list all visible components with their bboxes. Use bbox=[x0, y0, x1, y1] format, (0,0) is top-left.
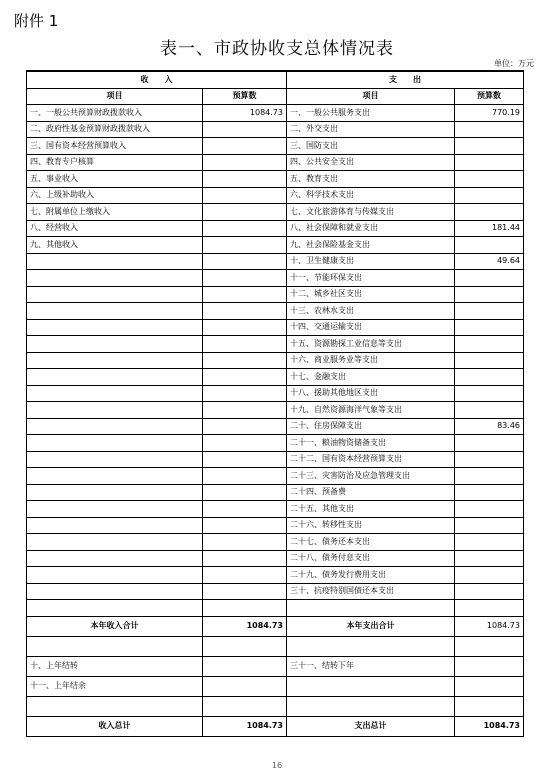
blank-cell bbox=[203, 636, 287, 656]
income-item bbox=[27, 451, 203, 468]
expense-value bbox=[455, 517, 524, 534]
year-total-row bbox=[27, 616, 524, 636]
expense-value bbox=[455, 270, 524, 287]
income-item bbox=[27, 583, 203, 600]
income-value bbox=[203, 352, 287, 369]
table-row bbox=[27, 385, 524, 402]
expense-value bbox=[455, 484, 524, 501]
income-item: 五、事业收入 bbox=[27, 171, 203, 188]
income-item: 十一、上年结余 bbox=[27, 676, 203, 696]
income-value bbox=[203, 286, 287, 303]
blank-row bbox=[27, 696, 524, 716]
expense-item: 十三、农林水支出 bbox=[287, 303, 455, 320]
expense-value bbox=[455, 583, 524, 600]
blank-row bbox=[27, 600, 524, 617]
table-row bbox=[27, 138, 524, 155]
table-row bbox=[27, 237, 524, 254]
expense-value bbox=[455, 187, 524, 204]
blank-cell bbox=[455, 636, 524, 656]
blank-cell bbox=[287, 636, 455, 656]
table-row bbox=[27, 352, 524, 369]
blank-cell bbox=[455, 600, 524, 617]
blank-cell bbox=[287, 696, 455, 716]
income-value bbox=[203, 220, 287, 237]
expense-value bbox=[455, 501, 524, 518]
income-value bbox=[203, 567, 287, 584]
income-item bbox=[27, 270, 203, 287]
expense-item: 三十、抗疫特别国债还本支出 bbox=[287, 583, 455, 600]
table-row bbox=[27, 517, 524, 534]
expense-value bbox=[455, 369, 524, 386]
income-grand-total-value: 1084.73 bbox=[203, 716, 287, 736]
table-row bbox=[27, 567, 524, 584]
table-row bbox=[27, 220, 524, 237]
income-item bbox=[27, 418, 203, 435]
table-row bbox=[27, 369, 524, 386]
expense-value: 181.44 bbox=[455, 220, 524, 237]
income-value bbox=[203, 121, 287, 138]
income-item bbox=[27, 369, 203, 386]
blank-cell bbox=[203, 696, 287, 716]
income-item: 六、上级补助收入 bbox=[27, 187, 203, 204]
carry-row bbox=[27, 656, 524, 676]
income-value bbox=[203, 583, 287, 600]
expense-group-header: 支 出 bbox=[287, 71, 524, 88]
blank-cell bbox=[27, 696, 203, 716]
expense-total-value: 1084.73 bbox=[455, 616, 524, 636]
expense-item-header: 项目 bbox=[287, 88, 455, 105]
income-grand-total-label: 收入总计 bbox=[27, 716, 203, 736]
table-row bbox=[27, 451, 524, 468]
expense-item: 二、外交支出 bbox=[287, 121, 455, 138]
expense-value bbox=[455, 676, 524, 696]
expense-item: 六、科学技术支出 bbox=[287, 187, 455, 204]
income-item bbox=[27, 336, 203, 353]
table-row bbox=[27, 154, 524, 171]
income-item: 四、教育专户核算 bbox=[27, 154, 203, 171]
expense-total-label: 本年支出合计 bbox=[287, 616, 455, 636]
expense-value bbox=[455, 303, 524, 320]
income-item: 三、国有资本经营预算收入 bbox=[27, 138, 203, 155]
income-item: 七、附属单位上缴收入 bbox=[27, 204, 203, 221]
expense-value bbox=[455, 534, 524, 551]
attachment-label: 附件 1 bbox=[14, 12, 59, 30]
income-item-header: 项目 bbox=[27, 88, 203, 105]
table-row bbox=[27, 534, 524, 551]
income-item: 一、一般公共预算财政拨款收入 bbox=[27, 105, 203, 122]
expense-item: 四、公共安全支出 bbox=[287, 154, 455, 171]
blank-cell bbox=[27, 636, 203, 656]
expense-item: 五、教育支出 bbox=[287, 171, 455, 188]
income-value bbox=[203, 435, 287, 452]
expense-item: 二十一、粮油物资储备支出 bbox=[287, 435, 455, 452]
income-total-label: 本年收入合计 bbox=[27, 616, 203, 636]
expense-value bbox=[455, 237, 524, 254]
table-row bbox=[27, 468, 524, 485]
table-row bbox=[27, 303, 524, 320]
income-item bbox=[27, 435, 203, 452]
income-item bbox=[27, 319, 203, 336]
table-row bbox=[27, 270, 524, 287]
income-item bbox=[27, 468, 203, 485]
expense-item: 二十二、国有资本经营预算支出 bbox=[287, 451, 455, 468]
page-title: 表一、市政协收支总体情况表 bbox=[160, 39, 394, 59]
expense-item: 二十四、预备费 bbox=[287, 484, 455, 501]
expense-item: 十一、节能环保支出 bbox=[287, 270, 455, 287]
expense-item: 十八、援助其他地区支出 bbox=[287, 385, 455, 402]
table-row bbox=[27, 418, 524, 435]
expense-value bbox=[455, 319, 524, 336]
expense-item: 二十三、灾害防治及应急管理支出 bbox=[287, 468, 455, 485]
expense-item: 九、社会保险基金支出 bbox=[287, 237, 455, 254]
grand-total-row bbox=[27, 716, 524, 736]
blank-row bbox=[27, 636, 524, 656]
expense-value: 49.64 bbox=[455, 253, 524, 270]
blank-cell bbox=[27, 600, 203, 617]
expense-item: 七、文化旅游体育与传媒支出 bbox=[287, 204, 455, 221]
table-row bbox=[27, 204, 524, 221]
expense-item: 二十五、其他支出 bbox=[287, 501, 455, 518]
expense-value bbox=[455, 385, 524, 402]
income-item bbox=[27, 253, 203, 270]
budget-table bbox=[26, 70, 524, 737]
expense-grand-total-value: 1084.73 bbox=[455, 716, 524, 736]
expense-item: 二十、住房保障支出 bbox=[287, 418, 455, 435]
income-item bbox=[27, 534, 203, 551]
carry-row bbox=[27, 676, 524, 696]
expense-value bbox=[455, 550, 524, 567]
expense-item: 十九、自然资源海洋气象等支出 bbox=[287, 402, 455, 419]
table-row bbox=[27, 402, 524, 419]
income-value bbox=[203, 138, 287, 155]
table-row bbox=[27, 171, 524, 188]
expense-item: 十四、交通运输支出 bbox=[287, 319, 455, 336]
expense-value bbox=[455, 154, 524, 171]
expense-item: 十五、资源勘探工业信息等支出 bbox=[287, 336, 455, 353]
income-item bbox=[27, 385, 203, 402]
blank-cell bbox=[455, 696, 524, 716]
table-row bbox=[27, 319, 524, 336]
expense-item: 十六、商业服务业等支出 bbox=[287, 352, 455, 369]
expense-value bbox=[455, 286, 524, 303]
income-group-header: 收 入 bbox=[27, 71, 287, 88]
income-value bbox=[203, 676, 287, 696]
expense-item: 二十八、债务付息支出 bbox=[287, 550, 455, 567]
expense-item: 十、卫生健康支出 bbox=[287, 253, 455, 270]
income-value bbox=[203, 303, 287, 320]
expense-value bbox=[455, 656, 524, 676]
income-value bbox=[203, 270, 287, 287]
income-value bbox=[203, 204, 287, 221]
table-row bbox=[27, 435, 524, 452]
expense-item: 二十七、债务还本支出 bbox=[287, 534, 455, 551]
blank-cell bbox=[203, 600, 287, 617]
income-value bbox=[203, 253, 287, 270]
expense-value bbox=[455, 352, 524, 369]
income-item bbox=[27, 303, 203, 320]
expense-item: 一、一般公共服务支出 bbox=[287, 105, 455, 122]
page-number: 16 bbox=[271, 761, 283, 770]
expense-value bbox=[455, 468, 524, 485]
income-item bbox=[27, 501, 203, 518]
table-row bbox=[27, 484, 524, 501]
table-row bbox=[27, 501, 524, 518]
expense-budget-header: 预算数 bbox=[455, 88, 524, 105]
income-value bbox=[203, 336, 287, 353]
income-total-value: 1084.73 bbox=[203, 616, 287, 636]
income-item: 八、经营收入 bbox=[27, 220, 203, 237]
income-item: 九、其他收入 bbox=[27, 237, 203, 254]
expense-value bbox=[455, 435, 524, 452]
income-value bbox=[203, 187, 287, 204]
table-row bbox=[27, 286, 524, 303]
expense-item: 三十一、结转下年 bbox=[287, 656, 455, 676]
expense-value bbox=[455, 567, 524, 584]
expense-item: 三、国防支出 bbox=[287, 138, 455, 155]
expense-item: 二十九、债务发行费用支出 bbox=[287, 567, 455, 584]
income-item bbox=[27, 484, 203, 501]
income-value bbox=[203, 484, 287, 501]
expense-value bbox=[455, 336, 524, 353]
table-row bbox=[27, 187, 524, 204]
group-header-row bbox=[27, 71, 524, 88]
expense-value bbox=[455, 121, 524, 138]
expense-value: 83.46 bbox=[455, 418, 524, 435]
income-value bbox=[203, 171, 287, 188]
income-value bbox=[203, 418, 287, 435]
income-value bbox=[203, 402, 287, 419]
table-row bbox=[27, 336, 524, 353]
expense-item bbox=[287, 676, 455, 696]
table-row bbox=[27, 121, 524, 138]
income-value bbox=[203, 501, 287, 518]
column-header-row bbox=[27, 88, 524, 105]
table-row bbox=[27, 253, 524, 270]
income-value bbox=[203, 517, 287, 534]
income-item: 十、上年结转 bbox=[27, 656, 203, 676]
income-value: 1084.73 bbox=[203, 105, 287, 122]
income-value bbox=[203, 550, 287, 567]
income-value bbox=[203, 369, 287, 386]
table-row bbox=[27, 583, 524, 600]
income-item bbox=[27, 352, 203, 369]
income-item bbox=[27, 286, 203, 303]
income-value bbox=[203, 385, 287, 402]
income-item: 二、政府性基金预算财政拨款收入 bbox=[27, 121, 203, 138]
expense-value bbox=[455, 451, 524, 468]
income-value bbox=[203, 154, 287, 171]
expense-value: 770.19 bbox=[455, 105, 524, 122]
blank-cell bbox=[287, 600, 455, 617]
table-row bbox=[27, 105, 524, 122]
expense-item: 二十六、转移性支出 bbox=[287, 517, 455, 534]
income-item bbox=[27, 517, 203, 534]
income-value bbox=[203, 451, 287, 468]
expense-item: 八、社会保障和就业支出 bbox=[287, 220, 455, 237]
unit-label: 单位：万元 bbox=[494, 59, 534, 68]
income-item bbox=[27, 550, 203, 567]
income-value bbox=[203, 656, 287, 676]
expense-grand-total-label: 支出总计 bbox=[287, 716, 455, 736]
income-budget-header: 预算数 bbox=[203, 88, 287, 105]
income-value bbox=[203, 237, 287, 254]
income-value bbox=[203, 534, 287, 551]
income-item bbox=[27, 402, 203, 419]
expense-value bbox=[455, 204, 524, 221]
income-value bbox=[203, 319, 287, 336]
expense-item: 十七、金融支出 bbox=[287, 369, 455, 386]
income-item bbox=[27, 567, 203, 584]
table-row bbox=[27, 550, 524, 567]
expense-value bbox=[455, 171, 524, 188]
expense-value bbox=[455, 138, 524, 155]
expense-item: 十二、城乡社区支出 bbox=[287, 286, 455, 303]
expense-value bbox=[455, 402, 524, 419]
income-value bbox=[203, 468, 287, 485]
